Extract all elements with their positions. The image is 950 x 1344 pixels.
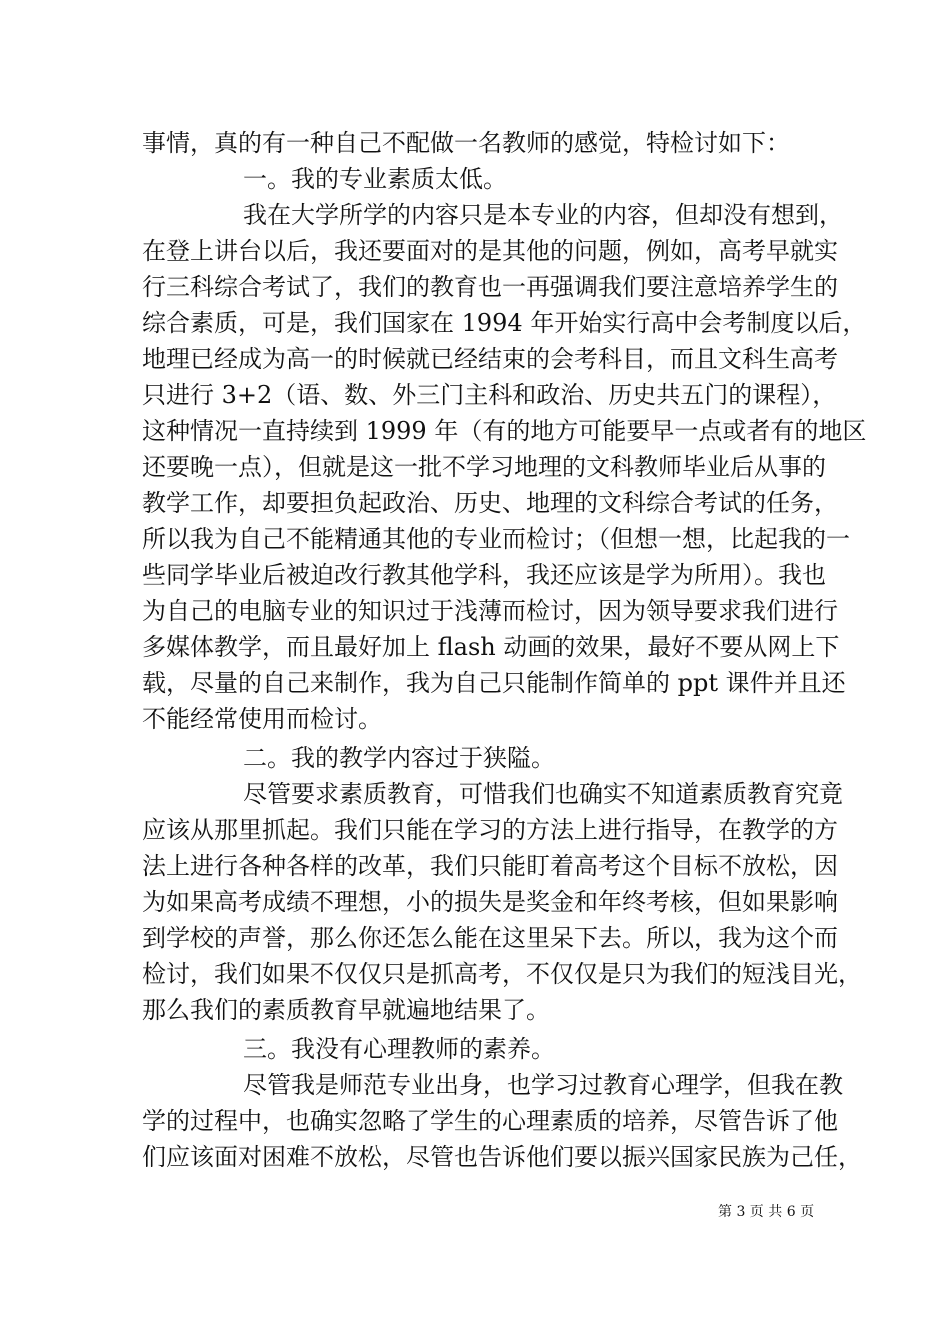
section-heading: 三。我没有心理教师的素养。 [243,1035,555,1063]
text-line: 些同学毕业后被迫改行教其他学科，我还应该是学为所用）。我也 [142,561,826,589]
text-line: 行三科综合考试了，我们的教育也一再强调我们要注意培养学生的 [142,273,838,301]
text-line: 只进行 3+2（语、数、外三门主科和政治、历史共五门的课程）， [142,381,837,409]
text-line: 学的过程中，也确实忽略了学生的心理素质的培养，尽管告诉了他 [142,1107,838,1135]
text-line: 在登上讲台以后，我还要面对的是其他的问题，例如，高考早就实 [142,237,838,265]
text-line: 还要晚一点），但就是这一批不学习地理的文科教师毕业后从事的 [142,453,826,481]
text-line: 所以我为自己不能精通其他的专业而检讨；（但想一想，比起我的一 [142,525,850,553]
text-line: 地理已经成为高一的时候就已经结束的会考科目，而且文科生高考 [142,345,838,373]
text-line: 为如果高考成绩不理想，小的损失是奖金和年终考核，但如果影响 [142,888,838,916]
text-line: 法上进行各种各样的改革，我们只能盯着高考这个目标不放松，因 [142,852,838,880]
text-line: 到学校的声誉，那么你还怎么能在这里呆下去。所以，我为这个而 [142,924,838,952]
text-line: 事情，真的有一种自己不配做一名教师的感觉，特检讨如下： [142,129,790,157]
text-line: 们应该面对困难不放松，尽管也告诉他们要以振兴国家民族为己任， [142,1143,862,1171]
text-line: 这种情况一直持续到 1999 年（有的地方可能要早一点或者有的地区 [142,417,867,445]
text-line: 综合素质，可是，我们国家在 1994 年开始实行高中会考制度以后， [142,309,867,337]
text-line: 不能经常使用而检讨。 [142,705,382,733]
text-line: 为自己的电脑专业的知识过于浅薄而检讨，因为领导要求我们进行 [142,597,838,625]
text-line: 多媒体教学，而且最好加上 flash 动画的效果，最好不要从网上下 [142,633,840,661]
text-line: 尽管我是师范专业出身，也学习过教育心理学，但我在教 [243,1071,843,1099]
section-heading: 二。我的教学内容过于狭隘。 [243,744,555,772]
text-line: 尽管要求素质教育，可惜我们也确实不知道素质教育究竟 [243,780,843,808]
text-line: 载，尽量的自己来制作，我为自己只能制作简单的 ppt 课件并且还 [142,669,846,697]
section-heading: 一。我的专业素质太低。 [243,165,507,193]
text-line: 教学工作，却要担负起政治、历史、地理的文科综合考试的任务， [142,489,838,517]
text-line: 应该从那里抓起。我们只能在学习的方法上进行指导，在教学的方 [142,816,838,844]
text-line: 那么我们的素质教育早就遍地结果了。 [142,996,550,1024]
text-line: 我在大学所学的内容只是本专业的内容，但却没有想到， [243,201,843,229]
text-line: 检讨，我们如果不仅仅只是抓高考，不仅仅是只为我们的短浅目光， [142,960,862,988]
page-number: 第 3 页 共 6 页 [718,1204,815,1220]
